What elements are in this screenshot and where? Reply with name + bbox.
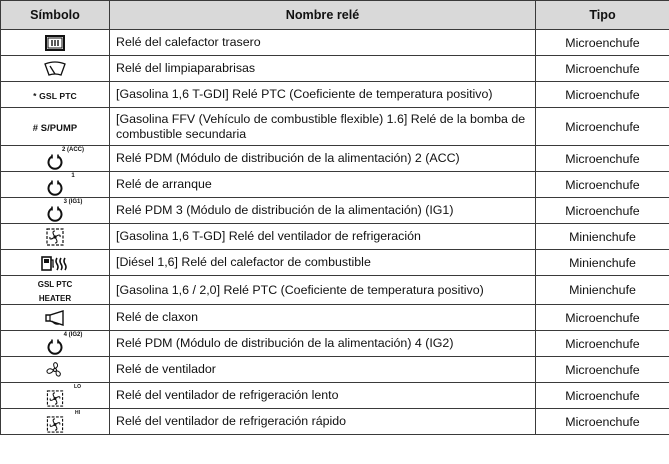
rear-defroster-icon <box>45 35 65 51</box>
relay-type: Microenchufe <box>536 82 669 108</box>
table-row <box>1 331 669 357</box>
relay-name: Relé de ventilador <box>110 357 536 383</box>
table-row <box>1 82 669 108</box>
relay-type: Microenchufe <box>536 383 669 409</box>
symbol-code: GSL PTC <box>37 280 73 289</box>
symbol-cell <box>1 172 110 198</box>
relay-type: Microenchufe <box>536 409 669 435</box>
symbol-cell <box>1 82 110 108</box>
relay-name: [Gasolina 1,6 T-GDI] Relé PTC (Coeficiente de temperatura positivo) <box>110 82 536 108</box>
table-row <box>1 224 669 250</box>
symbol-cell <box>1 198 110 224</box>
relay-type: Minienchufe <box>536 224 669 250</box>
table-row <box>1 357 669 383</box>
table-row <box>1 383 669 409</box>
symbol-code-line2: HEATER <box>38 294 72 303</box>
table-row <box>1 108 669 146</box>
symbol-code: # S/PUMP <box>32 121 78 133</box>
relay-type: Microenchufe <box>536 108 669 146</box>
relay-type: Microenchufe <box>536 357 669 383</box>
symbol-cell <box>1 56 110 82</box>
relay-name: [Gasolina 1,6 T-GD] Relé del ventilador de refrigeración <box>110 224 536 250</box>
cooling-fan-icon <box>46 390 64 407</box>
power-icon <box>46 339 64 355</box>
horn-icon <box>44 310 66 326</box>
symbol-cell <box>1 146 110 172</box>
relay-name: [Gasolina 1,6 / 2,0] Relé PTC (Coeficiente de temperatura positivo) <box>110 276 536 305</box>
table-row <box>1 56 669 82</box>
symbol-cell <box>1 383 110 409</box>
relay-type: Microenchufe <box>536 198 669 224</box>
table-row <box>1 250 669 276</box>
table-row <box>1 198 669 224</box>
header-row <box>1 1 669 30</box>
relay-name: Relé PDM (Módulo de distribución de la alimentación) 2 (ACC) <box>110 146 536 172</box>
table-row <box>1 276 669 305</box>
relay-name: Relé de claxon <box>110 305 536 331</box>
symbol-stack <box>26 147 84 170</box>
symbol-stack <box>29 384 81 407</box>
power-icon <box>46 180 64 196</box>
symbol-superscript: 3 (IG1) <box>63 199 83 205</box>
relay-name: [Gasolina FFV (Vehículo de combustible flexible) 1.6] Relé de la bomba de combustible secundaria <box>110 108 536 146</box>
relay-type: Microenchufe <box>536 30 669 56</box>
symbol-superscript: 2 (ACC) <box>62 147 84 153</box>
power-icon <box>46 206 64 222</box>
symbol-stack <box>35 173 74 196</box>
symbol-cell <box>1 357 110 383</box>
relay-type: Microenchufe <box>536 305 669 331</box>
relay-name: Relé del ventilador de refrigeración lento <box>110 383 536 409</box>
symbol-stack <box>28 199 83 222</box>
relay-name: Relé del calefactor trasero <box>110 30 536 56</box>
table-row <box>1 30 669 56</box>
symbol-cell <box>1 409 110 435</box>
relay-name: Relé PDM 3 (Módulo de distribución de la alimentación) (IG1) <box>110 198 536 224</box>
symbol-superscript: LO <box>74 384 81 390</box>
symbol-superscript: HI <box>75 410 80 416</box>
symbol-code: * GSL PTC <box>33 90 77 101</box>
relay-name: [Diésel 1,6] Relé del calefactor de combustible <box>110 250 536 276</box>
symbol-stack <box>30 410 80 433</box>
relay-type: Microenchufe <box>536 146 669 172</box>
power-icon <box>46 154 64 170</box>
symbol-superscript: 4 (IG2) <box>63 332 83 338</box>
symbol-cell <box>1 224 110 250</box>
relay-type: Microenchufe <box>536 56 669 82</box>
header-name: Nombre relé <box>110 1 536 30</box>
table-row <box>1 146 669 172</box>
symbol-cell <box>1 331 110 357</box>
windshield-wiper-icon <box>44 61 66 77</box>
header-type: Tipo <box>536 1 669 30</box>
relay-name: Relé del limpiaparabrisas <box>110 56 536 82</box>
relay-name: Relé de arranque <box>110 172 536 198</box>
header-symbol: Símbolo <box>1 1 110 30</box>
symbol-cell <box>1 276 110 305</box>
symbol-cell <box>1 108 110 146</box>
symbol-cell <box>1 30 110 56</box>
table-row <box>1 172 669 198</box>
relay-type: Microenchufe <box>536 172 669 198</box>
cooling-fan-icon <box>46 416 64 433</box>
blower-fan-icon <box>45 361 65 379</box>
relay-name: Relé PDM (Módulo de distribución de la alimentación) 4 (IG2) <box>110 331 536 357</box>
symbol-superscript: 1 <box>71 173 75 179</box>
table-row <box>1 305 669 331</box>
relay-type: Minienchufe <box>536 250 669 276</box>
relay-type: Microenchufe <box>536 331 669 357</box>
cooling-fan-icon <box>46 228 64 246</box>
fuel-heater-icon <box>41 255 69 271</box>
table-row <box>1 409 669 435</box>
relay-name: Relé del ventilador de refrigeración rápido <box>110 409 536 435</box>
relay-type: Minienchufe <box>536 276 669 305</box>
symbol-stack <box>28 332 83 355</box>
symbol-cell <box>1 250 110 276</box>
symbol-cell <box>1 305 110 331</box>
